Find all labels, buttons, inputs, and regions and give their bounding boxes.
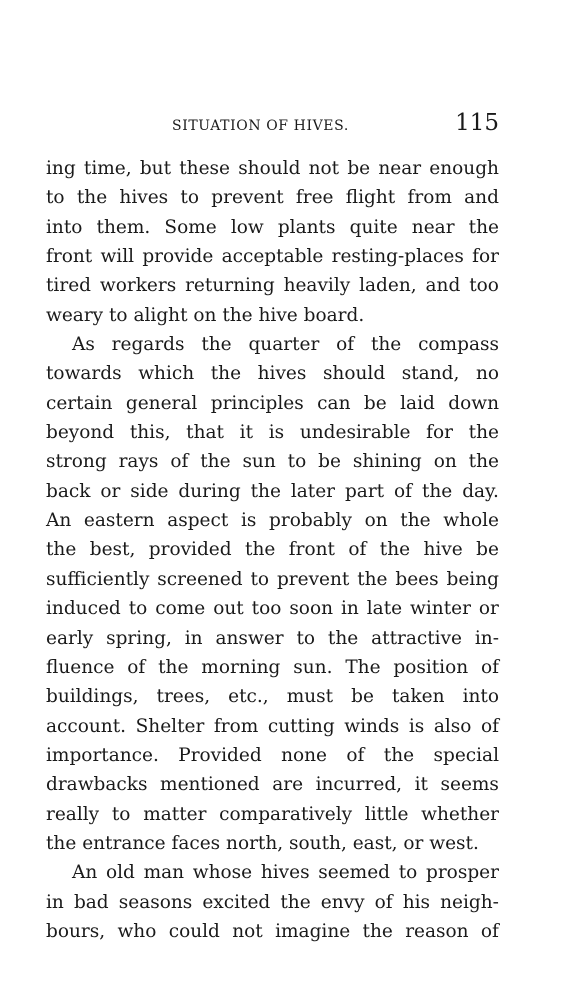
text-line	[46, 183, 499, 212]
word: undesirable	[299, 422, 411, 444]
word: the	[468, 216, 499, 238]
word: excited	[202, 891, 271, 913]
word: buildings,	[46, 686, 139, 708]
word: come	[155, 598, 206, 620]
word: from	[407, 187, 452, 209]
word: bad	[73, 891, 109, 913]
word: workers	[99, 275, 177, 297]
word: of	[170, 451, 189, 473]
running-head	[46, 110, 499, 142]
word: of	[481, 656, 499, 678]
word: answer	[215, 627, 284, 649]
word: weary	[46, 304, 109, 326]
word: towards	[46, 363, 122, 385]
word: east,	[352, 832, 404, 854]
word: in	[184, 627, 203, 649]
word: the	[468, 451, 499, 473]
word: later	[290, 480, 336, 502]
word: rays	[118, 451, 159, 473]
word: Provided	[178, 744, 262, 766]
word: must	[286, 686, 334, 708]
word: whole	[443, 510, 499, 532]
word: low	[230, 216, 264, 238]
text-line	[46, 154, 499, 183]
word: or	[478, 598, 499, 620]
text-line	[46, 418, 499, 447]
word: none	[281, 744, 327, 766]
word: to	[128, 598, 148, 620]
word: special	[433, 744, 499, 766]
word: acceptable	[221, 246, 324, 268]
word: the	[383, 744, 415, 766]
word: to	[180, 187, 199, 209]
word: tired	[46, 275, 91, 297]
word: the	[370, 334, 402, 356]
text-line	[46, 477, 499, 506]
word: entrance	[82, 832, 172, 854]
word: plants	[277, 216, 336, 238]
word: too	[469, 275, 499, 297]
word: bees	[395, 568, 439, 590]
word: Shelter	[135, 715, 205, 737]
word: will	[100, 246, 135, 268]
word: of	[346, 744, 365, 766]
word: winter	[410, 598, 471, 620]
word: on	[433, 451, 457, 473]
word: the	[280, 891, 311, 913]
word: north,	[226, 832, 290, 854]
word: or	[100, 480, 121, 502]
word: fluence	[46, 656, 115, 678]
word: that	[186, 422, 224, 444]
word: side	[130, 480, 169, 502]
text-line	[46, 359, 499, 388]
word: prevent	[211, 187, 284, 209]
word: soon	[289, 598, 333, 620]
word: mentioned	[160, 774, 260, 796]
word: little	[364, 803, 409, 825]
text-line	[46, 770, 499, 799]
word: strong	[46, 451, 107, 473]
word: to	[46, 187, 65, 209]
word: stand,	[401, 363, 460, 385]
word: taken	[391, 686, 445, 708]
word: it	[239, 422, 254, 444]
word: to	[109, 304, 134, 326]
word: the	[200, 451, 231, 473]
word: the	[379, 539, 411, 561]
word: should	[238, 158, 301, 179]
word: this,	[129, 422, 171, 444]
word: man	[143, 862, 185, 884]
word: the	[76, 187, 108, 209]
word: on	[364, 510, 388, 532]
text-line	[46, 301, 499, 330]
word: which	[138, 363, 195, 385]
word: the	[250, 480, 281, 502]
word: bours,	[46, 920, 106, 942]
word: and	[464, 187, 499, 209]
word: not	[308, 158, 340, 179]
word: could	[168, 920, 220, 942]
word: screened	[157, 568, 243, 590]
text-line	[46, 565, 499, 594]
word: late	[366, 598, 403, 620]
word: returning	[185, 275, 275, 297]
word: old	[105, 862, 135, 884]
word: during	[178, 480, 241, 502]
text-line	[46, 271, 499, 300]
word: of	[374, 891, 393, 913]
running-title: SITUATION OF HIVES.	[172, 118, 349, 134]
word: time,	[83, 158, 132, 179]
word: importance.	[46, 744, 159, 766]
word: from	[213, 715, 259, 737]
word: the	[201, 334, 232, 356]
word: be	[476, 539, 499, 561]
text-line	[46, 712, 499, 741]
word: front	[288, 539, 335, 561]
word: is	[240, 510, 257, 532]
word: early	[46, 627, 94, 649]
word: out	[213, 598, 244, 620]
word: too	[251, 598, 282, 620]
word: really	[46, 803, 100, 825]
word: of	[127, 656, 146, 678]
word: laid	[400, 392, 435, 414]
word: cutting	[267, 715, 335, 737]
word: day.	[462, 480, 499, 502]
word: for	[472, 246, 499, 268]
word: the	[158, 656, 189, 678]
text-line	[46, 829, 499, 858]
word: for	[426, 422, 453, 444]
word: the	[327, 627, 359, 649]
text-line	[46, 888, 499, 917]
word: to	[398, 862, 418, 884]
word: best,	[89, 539, 136, 561]
word: it	[414, 774, 428, 796]
text-line	[46, 389, 499, 418]
word: these	[179, 158, 230, 179]
word: provide	[142, 246, 214, 268]
word: winds	[344, 715, 400, 737]
word: beyond	[46, 422, 115, 444]
word: in-	[474, 627, 499, 649]
word: in	[340, 598, 359, 620]
text-line	[46, 594, 499, 623]
word: the	[400, 510, 431, 532]
word: comparatively	[219, 803, 353, 825]
word: whose	[192, 862, 253, 884]
word: and	[425, 275, 461, 297]
word: who	[117, 920, 157, 942]
word: aspect	[167, 510, 229, 532]
word: compass	[418, 334, 499, 356]
word: neigh-	[440, 891, 499, 913]
word: be	[318, 451, 341, 473]
word: hives	[257, 363, 307, 385]
word: account.	[46, 715, 127, 737]
word: whether	[421, 803, 499, 825]
word: shining	[352, 451, 422, 473]
text-line	[46, 741, 499, 770]
word: should	[322, 363, 386, 385]
text-line	[46, 800, 499, 829]
word: of	[481, 715, 499, 737]
word: trees,	[156, 686, 211, 708]
word: prosper	[426, 862, 499, 884]
word: his	[402, 891, 431, 913]
word: spring,	[106, 627, 172, 649]
word: be	[351, 686, 374, 708]
word: matter	[143, 803, 207, 825]
word: induced	[46, 598, 121, 620]
word: hive	[258, 304, 304, 326]
word: the	[468, 422, 499, 444]
word: position	[393, 656, 469, 678]
text-line	[46, 917, 499, 946]
word: principles	[210, 392, 304, 414]
text-line	[46, 858, 499, 887]
word: probably	[269, 510, 352, 532]
word: but	[139, 158, 172, 179]
word: general	[125, 392, 198, 414]
word: hives	[260, 862, 310, 884]
word: morning	[201, 656, 281, 678]
text-line	[46, 653, 499, 682]
text-line	[46, 624, 499, 653]
word: be	[363, 392, 387, 414]
word: As	[72, 334, 95, 356]
text-line	[46, 447, 499, 476]
word: near	[411, 216, 455, 238]
word: seasons	[118, 891, 193, 913]
word: etc.,	[228, 686, 269, 708]
word: into	[46, 216, 83, 238]
word: imagine	[275, 920, 351, 942]
word: attractive	[371, 627, 462, 649]
word: the	[362, 920, 393, 942]
word: the	[46, 539, 77, 561]
word: the	[222, 304, 259, 326]
word: sun	[242, 451, 276, 473]
word: board.	[303, 304, 365, 326]
word: into	[462, 686, 499, 708]
word: of	[480, 920, 499, 942]
word: Some	[164, 216, 217, 238]
word: quarter	[248, 334, 320, 356]
word: certain	[46, 392, 113, 414]
word: drawbacks	[46, 774, 148, 796]
body-text	[46, 154, 499, 946]
word: incurred,	[315, 774, 403, 796]
word: being	[446, 568, 499, 590]
word: quite	[349, 216, 398, 238]
word: sufficiently	[46, 568, 150, 590]
word: back	[46, 480, 91, 502]
word: laden,	[359, 275, 417, 297]
word: is	[408, 715, 425, 737]
word: no	[475, 363, 499, 385]
text-line	[46, 506, 499, 535]
word: faces	[171, 832, 227, 854]
word: or	[403, 832, 430, 854]
word: of	[336, 334, 355, 356]
word: The	[345, 656, 381, 678]
word: are	[272, 774, 304, 796]
word: hive	[423, 539, 463, 561]
word: them.	[96, 216, 151, 238]
word: An	[72, 862, 98, 884]
word: to	[250, 568, 270, 590]
word: near	[378, 158, 422, 179]
word: hives	[119, 187, 169, 209]
word: be	[347, 158, 371, 179]
word: in	[46, 891, 64, 913]
word: envy	[320, 891, 365, 913]
word: to	[296, 627, 316, 649]
word: prevent	[276, 568, 350, 590]
word: the	[210, 363, 242, 385]
word: eastern	[83, 510, 155, 532]
word: seems	[440, 774, 499, 796]
word: can	[317, 392, 351, 414]
word: is	[268, 422, 285, 444]
word: down	[448, 392, 499, 414]
text-line	[46, 242, 499, 271]
word: ing	[46, 158, 76, 179]
word: to	[111, 803, 131, 825]
word: An	[46, 510, 72, 532]
word: on	[193, 304, 223, 326]
word: of	[394, 480, 413, 502]
word: part	[344, 480, 385, 502]
text-line	[46, 330, 499, 359]
word: seemed	[318, 862, 391, 884]
word: west.	[429, 832, 479, 854]
word: enough	[429, 158, 499, 179]
word: the	[421, 480, 453, 502]
word: south,	[289, 832, 353, 854]
word: free	[295, 187, 334, 209]
page-number: 115	[455, 110, 499, 136]
word: the	[357, 568, 388, 590]
word: regards	[111, 334, 185, 356]
word: sun.	[293, 656, 333, 678]
word: flight	[345, 187, 396, 209]
word: alight	[133, 304, 194, 326]
word: also	[433, 715, 472, 737]
word: the	[46, 832, 83, 854]
word: heavily	[283, 275, 351, 297]
text-line	[46, 682, 499, 711]
word: to	[287, 451, 307, 473]
word: of	[348, 539, 367, 561]
text-line	[46, 213, 499, 242]
word: not	[232, 920, 263, 942]
word: provided	[148, 539, 232, 561]
word: the	[245, 539, 276, 561]
word: reason	[405, 920, 469, 942]
word: front	[46, 246, 93, 268]
word: resting-places	[331, 246, 464, 268]
text-line	[46, 535, 499, 564]
